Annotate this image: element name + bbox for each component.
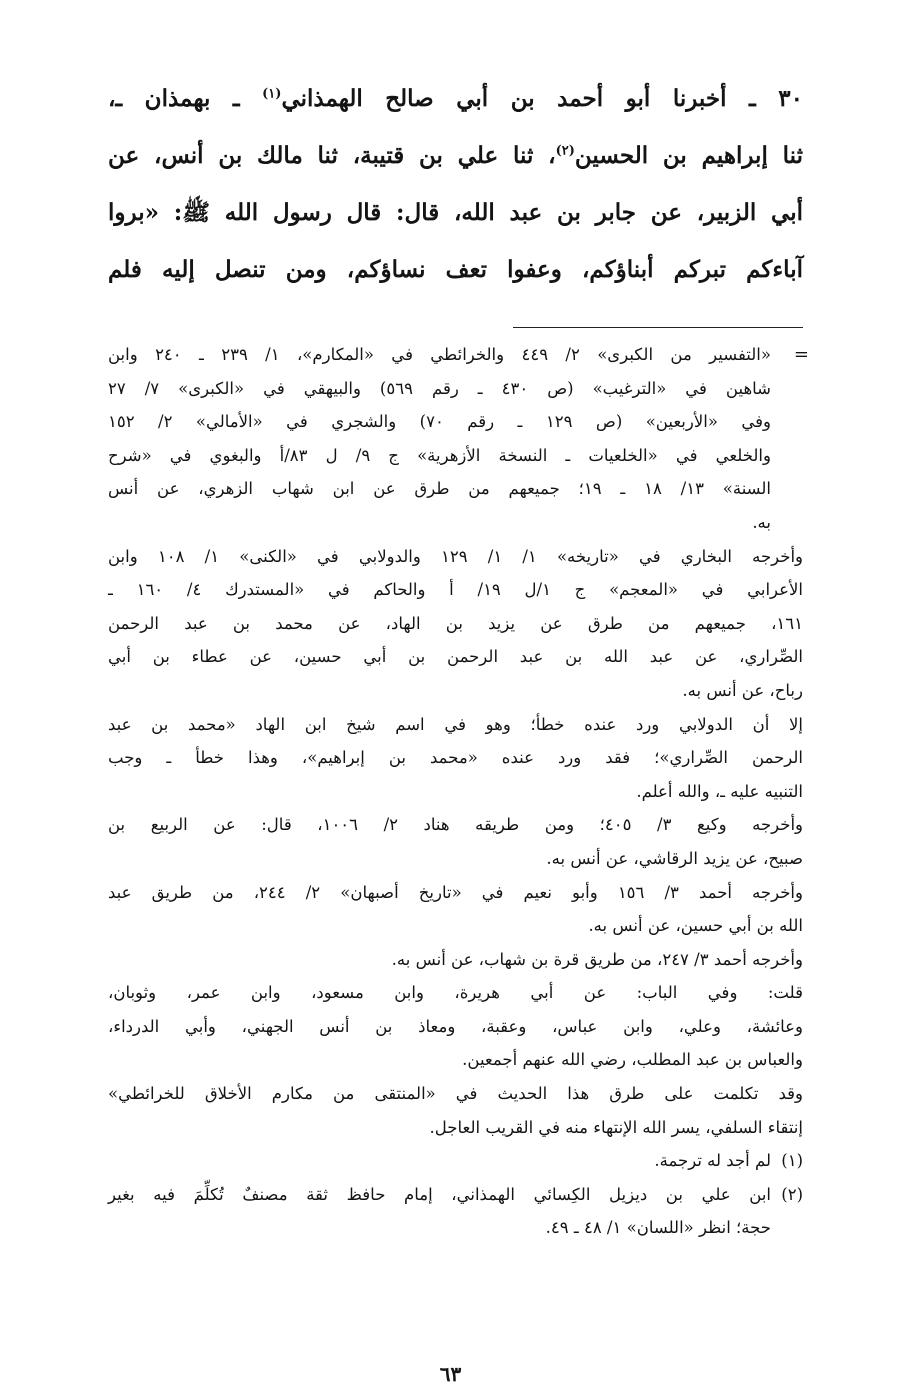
footnote-line: وأخرجه أحمد ٣/ ٢٤٧، من طريق قرة بن شهاب، عن أنس به.	[391, 949, 803, 969]
footnote-list	[108, 1144, 803, 1245]
footnote-line: صبيح، عن يزيد الرقاشي، عن أنس به.	[546, 848, 803, 868]
footnote-line: وفي «الأربعين» (ص ١٢٩ ـ رقم ٧٠) والشجري في «الأمالي» ٢/ ١٥٢	[108, 412, 771, 432]
footnote-line: الله بن أبي حسين، عن أنس به.	[588, 916, 803, 936]
continued-footnote	[108, 338, 803, 1144]
hadith-line-4: آباءكم تبركم أبناؤكم، وعفوا تعف نساؤكم، ومن تنصل إليه فلم	[108, 256, 803, 283]
footnote-paragraph	[108, 708, 803, 809]
continuation-marker: =	[793, 344, 809, 365]
footnote-paragraph	[108, 338, 803, 540]
footnote-line: به.	[752, 512, 771, 532]
footnote-line: التنبيه عليه ـ، والله أعلم.	[636, 781, 803, 801]
footnote-line: ١٦١، جميعهم من طرق عن يزيد بن الهاد، عن محمد بن عبد الرحمن	[108, 613, 803, 633]
footnote-line: حجة؛ انظر «اللسان» ١/ ٤٨ ـ ٤٩.	[545, 1218, 771, 1238]
footnote-1	[108, 1144, 803, 1178]
footnote-line: الرحمن الصِّراري»؛ فقد ورد عنده «محمد بن إبراهيم»، وهذا خطأ ـ وجب	[108, 748, 803, 768]
footnote-line: وقد تكلمت على طرق هذا الحديث في «المنتقى من مكارم الأخلاق للخرائطي»	[108, 1084, 803, 1104]
hadith-line-2: ثنا إبراهيم بن الحسين$^{(٢)}$، ثنا علي بن قتيبة، ثنا مالك بن أنس، عن	[108, 142, 803, 169]
footnote-line: رباح، عن أنس به.	[682, 680, 803, 700]
footnote-line: الصِّراري، عن عبد الله بن عبد الرحمن بن أبي حسين، عن عطاء بن أبي	[108, 647, 803, 667]
footnote-line: والخلعي في «الخلعيات ـ النسخة الأزهرية» ج ٩/ ل ٨٣/أ والبغوي في «شرح	[108, 445, 771, 465]
book-page	[108, 70, 809, 1386]
footnote-2	[108, 1178, 803, 1245]
footnote-paragraph	[108, 808, 803, 875]
footnote-paragraph	[108, 876, 803, 943]
footnote-line: السنة» ١٣/ ١٨ ـ ١٩؛ جميعهم من طرق عن ابن شهاب الزهري، عن أنس	[108, 479, 772, 499]
footnote-number: (٢)	[781, 1184, 803, 1204]
footnote-line: وأخرجه البخاري في «تاريخه» ١/ ١/ ١٢٩ والدولابي في «الكنى» ١/ ١٠٨ وابن	[108, 546, 804, 566]
footnote-paragraph	[108, 540, 803, 708]
footnote-line: الأعرابي في «المعجم» ج ١/ل ١٩/ أ والحاكم في «المستدرك ٤/ ١٦٠ ـ	[108, 580, 803, 600]
footnote-ref-1[interactable]: (١)	[262, 86, 282, 102]
footnote-paragraph	[108, 976, 803, 1077]
footnote-line: وعائشة، وعلي، وابن عباس، وعقبة، ومعاذ بن أنس الجهني، وأبي الدرداء،	[108, 1016, 803, 1036]
footnotes-section	[108, 338, 809, 1245]
footnote-separator	[513, 327, 803, 328]
footnote-ref-2[interactable]: (٢)	[555, 143, 575, 159]
footnote-line: قلت: وفي الباب: عن أبي هريرة، وابن مسعود، وابن عمر، وثوبان،	[108, 983, 803, 1003]
hadith-line-1: ٣٠ ـ أخبرنا أبو أحمد بن أبي صالح الهمذاني$^{(١)}$ ـ بهمذان ـ،	[108, 85, 803, 112]
footnote-line: شاهين في «الترغيب» (ص ٤٣٠ ـ رقم ٥٦٩) والبيهقي في «الكبرى» ٧/ ٢٧	[108, 378, 772, 398]
footnote-line: وأخرجه وكيع ٣/ ٤٠٥؛ ومن طريقه هناد ٢/ ١٠٠٦، قال: عن الربيع بن	[108, 815, 803, 835]
hadith-text	[108, 70, 803, 298]
footnote-paragraph	[108, 943, 803, 977]
footnote-line: وأخرجه أحمد ٣/ ١٥٦ وأبو نعيم في «تاريخ أصبهان» ٢/ ٢٤٤، من طريق عبد	[108, 882, 803, 902]
footnote-line: لم أجد له ترجمة.	[654, 1151, 771, 1171]
page-number: ٦٣	[439, 1362, 462, 1386]
hadith-line-3: أبي الزبير، عن جابر بن عبد الله، قال: قال رسول الله ﷺ: «بروا	[108, 199, 803, 226]
footnote-line: والعباس بن عبد المطلب، رضي الله عنهم أجمعين.	[462, 1050, 803, 1070]
footnote-line: «التفسير من الكبرى» ٢/ ٤٤٩ والخرائطي في «المكارم»، ١/ ٢٣٩ ـ ٢٤٠ وابن	[108, 345, 771, 364]
footnote-line: ابن علي بن ديزيل الكِسائي الهمذاني، إمام حافظ ثقة مصنفٌ تُكلِّمَ فيه بغير	[108, 1184, 771, 1204]
footnote-line: إنتقاء السلفي، يسر الله الإنتهاء منه في القريب العاجل.	[429, 1117, 803, 1137]
footnote-line: إلا أن الدولابي ورد عنده خطأ؛ وهو في اسم شيخ ابن الهاد «محمد بن عبد	[108, 714, 803, 734]
footnote-paragraph	[108, 1077, 803, 1144]
footnote-number: (١)	[781, 1151, 803, 1171]
